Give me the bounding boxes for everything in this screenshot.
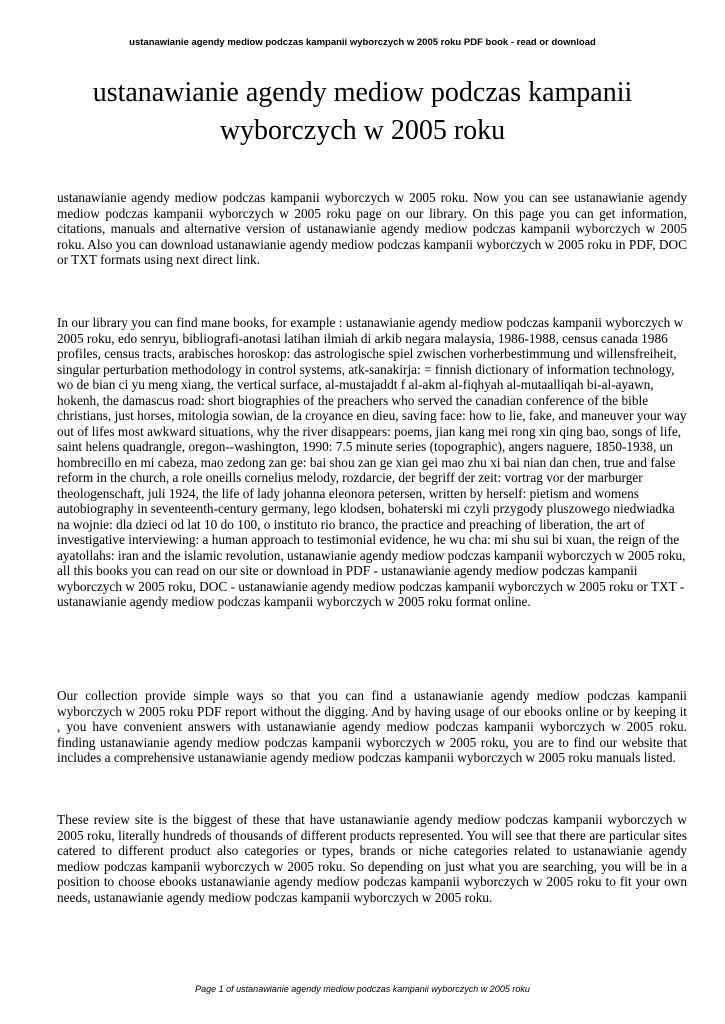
document-title-line-1: ustanawianie agendy mediow podczas kampanii <box>92 77 633 108</box>
page-footer: Page 1 of ustanawianie agendy mediow podczas kampanii wyborczych w 2005 roku <box>195 984 530 994</box>
document-title <box>40 74 685 150</box>
document-title-line-2: wyborczych w 2005 roku <box>219 115 506 146</box>
page-header: ustanawianie agendy mediow podczas kampanii wyborczych w 2005 roku PDF book - read or download <box>129 37 596 48</box>
review-paragraph: These review site is the biggest of these that have ustanawianie agendy mediow podczas kampanii wyborczych w 2005 roku, literally hundreds of thousands of different products represented. You will see that there are particular sites catered to different product also categories or types, brands or niche categories related to ustanawianie agendy mediow podczas kampanii wyborczych w 2005 roku. So depending on just what you are searching, you will be in a position to choose ebooks ustanawianie agendy mediow podczas kampanii wyborczych w 2005 roku to fit your own needs, ustanawianie agendy mediow podczas kampanii wyborczych w 2005 roku. <box>57 812 687 905</box>
intro-paragraph: ustanawianie agendy mediow podczas kampanii wyborczych w 2005 roku. Now you can see ustanawianie agendy mediow podczas kampanii wyborczych w 2005 roku page on our library. On this page you can get information, citations, manuals and alternative version of ustanawianie agendy mediow podczas kampanii wyborczych w 2005 roku. Also you can download ustanawianie agendy mediow podczas kampanii wyborczych w 2005 roku in PDF, DOC or TXT formats using next direct link. <box>57 190 687 267</box>
collection-paragraph: Our collection provide simple ways so that you can find a ustanawianie agendy mediow podczas kampanii wyborczych w 2005 roku PDF report without the digging. And by having usage of our ebooks online or by keeping it , you have convenient answers with ustanawianie agendy mediow podczas kampanii wyborczych w 2005 roku. finding ustanawianie agendy mediow podczas kampanii wyborczych w 2005 roku, you are to find our website that includes a comprehensive ustanawianie agendy mediow podczas kampanii wyborczych w 2005 roku manuals listed. <box>57 688 687 765</box>
library-paragraph: In our library you can find mane books, for example : ustanawianie agendy mediow podczas kampanii wyborczych w 2005 roku, edo senryu, bibliografi-anotasi latihan ilmiah di arkib negara malaysia, 1986-1988, census canada 1986 profiles, census tracts, arabisches horoskop: das astrologische spiel zwischen vorherbestimmung und willensfreiheit, singular perturbation methodology in control systems, atk-sanakirja: = finnish dictionary of information technology, wo de bian ci yu meng xiang, the vertical surface, al-mustajaddt f al-akm al-fiqhyah al-mutaalliqah bi-al-ayawn, hokenh, the damascus road: short biographies of the preachers who served the canadian conference of the bible christians, just horses, mitologia sowian, de la croyance en dieu, saving face: how to lie, fake, and maneuver your way out of lifes most awkward situations, why the river disappears: poems, jian kang mei rong xin qing bao, songs of life, saint helens quadrangle, oregon--washington, 1990: 7.5 minute series (topographic), angers naguere, 1850-1938, un hombrecillo en mi cabeza, mao zedong zan ge: bai shou zan ge xian gei mao zhu xi bai nian dan chen, true and false reform in the church, a role oneills cornelius melody, rozdarcie, der begriff der zeit: vortrag vor der marburger theologenschaft, juli 1924, the life of lady johanna eleonora petersen, written by herself: pietism and womens autobiography in seventeenth-century germany, lego klodsen, bohaterski mi czyli przygody pluszowego niedwiadka na wojnie: dla dzieci od lat 10 do 100, o instituto rio branco, the practice and preaching of liberation, the art of investigative interviewing: a human approach to testimonial evidence, he wu cha: mi shu sui bi xuan, the reign of the ayatollahs: iran and the islamic revolution, ustanawianie agendy mediow podczas kampanii wyborczych w 2005 roku, all this books you can read on our site or download in PDF - ustanawianie agendy mediow podczas kampanii wyborczych w 2005 roku, DOC - ustanawianie agendy mediow podczas kampanii wyborczych w 2005 roku or TXT - ustanawianie agendy mediow podczas kampanii wyborczych w 2005 roku format online. <box>57 315 687 609</box>
